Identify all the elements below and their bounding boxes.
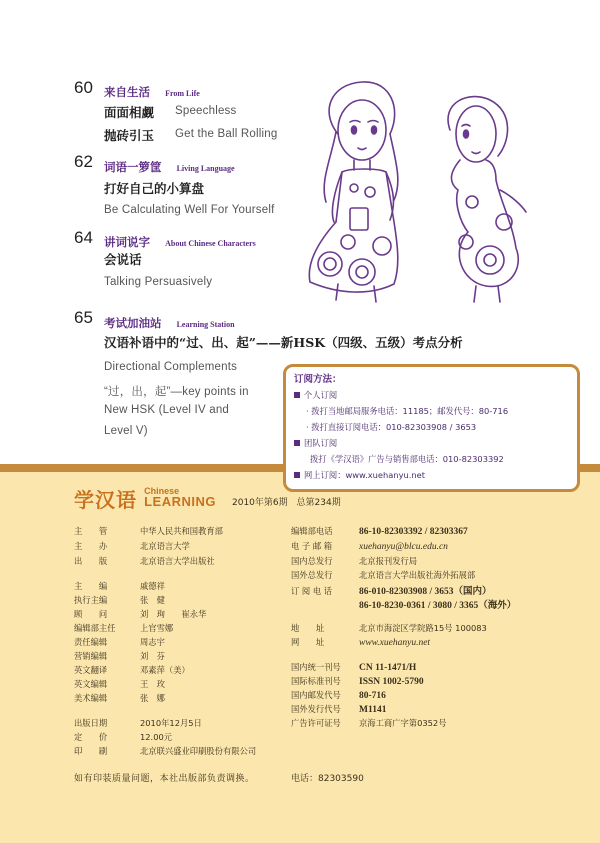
article-title-en[interactable]: Be Calculating Well For Yourself <box>104 204 275 216</box>
section-title-en: About Chinese Characters <box>165 239 256 248</box>
section-title-cn: 讲词说字 <box>104 235 150 249</box>
group-subscription: 团队订阅 <box>294 437 337 449</box>
masthead-row: 美术编辑 张 娜 <box>74 693 165 703</box>
masthead-row: 86-10-8230-0361 / 3080 / 3365（海外） <box>359 601 517 611</box>
masthead-row: 主 管 中华人民共和国教育部 <box>74 526 223 536</box>
masthead-row: 国外总发行 北京语言大学出版社海外拓展部 <box>291 570 476 580</box>
subscription-header: 订阅方法： <box>294 374 342 385</box>
masthead-row: 编辑部主任 上官雪娜 <box>74 623 174 633</box>
masthead-row: 广告许可证号 京海工商广字第0352号 <box>291 718 447 728</box>
total-issue: 总第234期 <box>296 498 341 508</box>
masthead-row: 出 版 北京语言大学出版社 <box>74 556 215 566</box>
masthead-row: 主 办 北京语言大学 <box>74 541 190 551</box>
article-title-en-line[interactable]: New HSK (Level IV and <box>104 404 230 416</box>
masthead-row: 英文翻译 邓素萍（美） <box>74 665 190 675</box>
masthead-row: 执行主编 张 健 <box>74 595 165 605</box>
masthead-row: 电 子 邮 箱 xuehanyu@blcu.edu.cn <box>291 541 448 552</box>
section-title-cn: 来自生活 <box>104 85 150 99</box>
masthead-row: 顾 问 刘 珣 崔永华 <box>74 609 207 619</box>
page-number-64: 64 <box>74 228 93 247</box>
article-title-en[interactable]: Speechless <box>175 105 237 117</box>
magazine-logo <box>74 484 216 513</box>
website-link[interactable]: www.xuehanyu.net <box>359 638 431 648</box>
square-bullet-icon <box>294 440 300 446</box>
article-title-en-line[interactable]: Level V) <box>104 425 148 437</box>
page-number-62: 62 <box>74 152 93 171</box>
square-bullet-icon <box>294 472 300 478</box>
section-title-en: From Life <box>165 89 200 98</box>
masthead-row: 国际标准刊号 ISSN 1002-5790 <box>291 676 424 687</box>
masthead-row: 出版日期 2010年12月5日 <box>74 718 202 728</box>
online-subscription[interactable]: 网上订阅：www.xuehanyu.net <box>294 469 425 481</box>
personal-subscription: 个人订阅 <box>294 389 337 401</box>
article-title-cn[interactable]: 会说话 <box>104 252 142 267</box>
masthead-row: 编辑部电话 86-10-82303392 / 82303367 <box>291 526 468 537</box>
masthead-row: 国内总发行 北京报刊发行局 <box>291 556 418 566</box>
section-title-cn: 词语一箩筐 <box>104 160 162 174</box>
article-title-cn[interactable]: 面面相觑 <box>104 105 155 120</box>
page-number-60: 60 <box>74 78 93 97</box>
group-subscription-line: 拨打《学汉语》广告与销售部电话：010-82303392 <box>310 454 504 464</box>
personal-subscription-line: · 拨打直接订阅电话：010-82303908 / 3653 <box>306 422 477 432</box>
section-title-en: Living Language <box>176 164 235 173</box>
article-title-en-line[interactable]: “过，出，起”—key points in <box>104 386 249 398</box>
article-title-cn[interactable]: 汉语补语中的“过、出、起”——新HSK（四级、五级）考点分析 <box>104 335 463 350</box>
section-header-chinese-characters <box>104 231 256 250</box>
subscription-box <box>283 364 580 492</box>
masthead-row: 营销编辑 刘 芬 <box>74 651 165 661</box>
masthead-row: 定 价 12.00元 <box>74 732 173 742</box>
section-header-from-life <box>104 81 200 100</box>
quality-note: 如有印装质量问题，本社出版部负责调换。 <box>74 774 255 784</box>
masthead-row: 国外发行代号 M1141 <box>291 704 387 715</box>
issue-info <box>232 495 341 508</box>
issue-number: 2010年第6期 <box>232 498 288 508</box>
masthead-row: 责任编辑 周志宇 <box>74 637 165 647</box>
masthead-row: 订 阅 电 话 86-010-82303908 / 3653（国内） <box>291 586 492 597</box>
email-link[interactable]: xuehanyu@blcu.edu.cn <box>359 542 448 552</box>
masthead-row: 国内邮发代号 80-716 <box>291 690 386 701</box>
article-title-en[interactable]: Get the Ball Rolling <box>175 128 278 140</box>
article-title-en[interactable]: Talking Persuasively <box>104 276 213 288</box>
section-header-learning-station <box>104 312 235 331</box>
masthead-row: 印 刷 北京联兴盛业印刷股份有限公司 <box>74 746 257 756</box>
logo-en-top: Chinese <box>144 486 180 496</box>
masthead-row: 英文编辑 王 玫 <box>74 679 165 689</box>
section-header-living-language <box>104 156 235 175</box>
masthead-row: 国内统一刊号 CN 11-1471/H <box>291 662 417 673</box>
article-title-cn[interactable]: 抛砖引玉 <box>104 128 155 143</box>
section-title-en: Learning Station <box>176 320 235 329</box>
masthead-row: 地 址 北京市海淀区学院路15号 100083 <box>291 623 487 633</box>
square-bullet-icon <box>294 392 300 398</box>
article-title-cn[interactable]: 打好自己的小算盘 <box>104 181 205 196</box>
page-number-65: 65 <box>74 308 93 327</box>
masthead-row: 主 编 戚德祥 <box>74 581 165 591</box>
logo-cn: 学汉语 <box>74 488 137 512</box>
section-title-cn: 考试加油站 <box>104 316 162 330</box>
masthead-row: 网 址 www.xuehanyu.net <box>291 637 431 648</box>
service-phone: 电话：82303590 <box>291 774 364 784</box>
logo-en-bottom: LEARNING <box>144 494 216 509</box>
two-girls-illustration <box>290 72 535 304</box>
article-title-en-line[interactable]: Directional Complements <box>104 361 238 373</box>
personal-subscription-line: · 拨打当地邮局服务电话：11185；邮发代号：80-716 <box>306 406 509 416</box>
